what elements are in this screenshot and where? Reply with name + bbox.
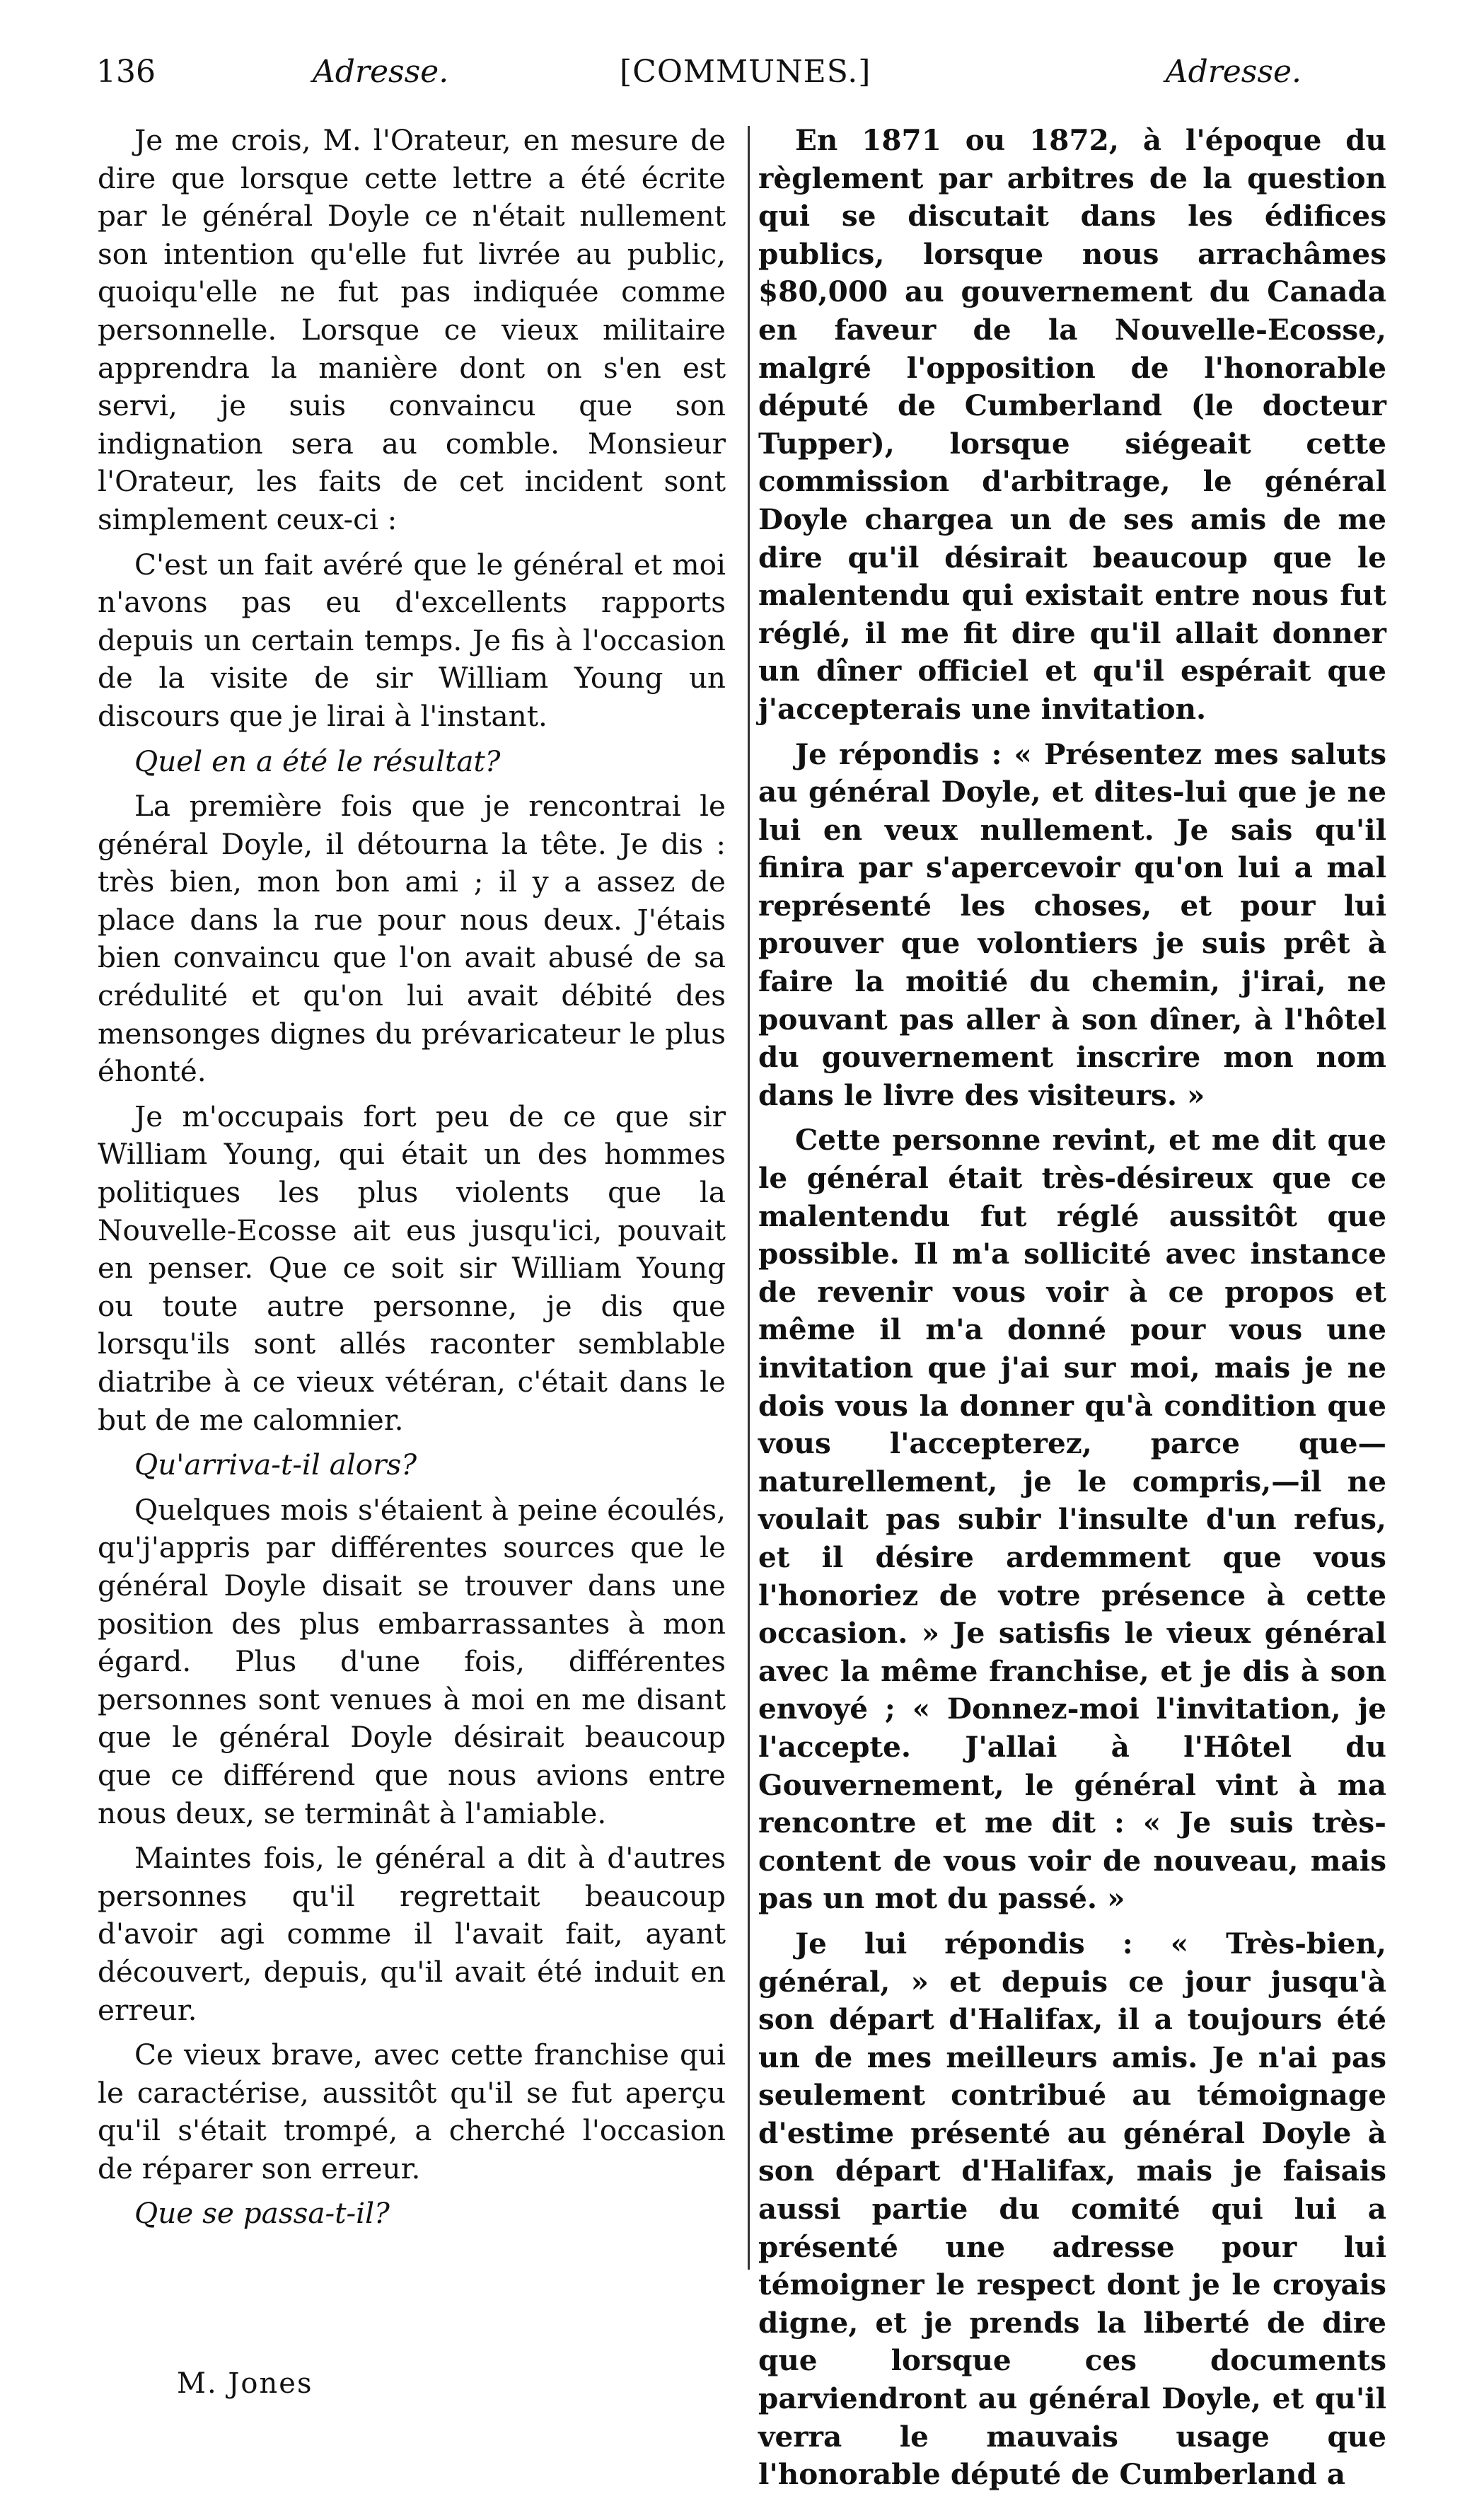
paragraph: Je lui répondis : « Très-bien, général, » et depuis ce jour jusqu'à son départ d'Halifax, il a toujours été un de mes meilleurs amis. Je n'ai pas seulement contribué au témoignage d'estime présenté au général Doyle à son départ d'Halifax, mais je faisais aussi partie du comité qui lui a présenté une adresse pour lui témoigner le respect dont je le croyais digne, et je prends la liberté de dire que lorsque ces documents parviendront au général Doyle, et qu'il verra le mauvais usage que l'honorable député de Cumberland a <box>758 1926 1386 2492</box>
paragraph: Maintes fois, le général a dit à d'autres personnes qu'il regrettait beaucoup d'avoir agi comme il l'avait fait, ayant découvert, depuis, qu'il avait été induit en erreur. <box>98 1841 726 2027</box>
paragraph: Je me crois, M. l'Orateur, en mesure de dire que lorsque cette lettre a été écrite par le général Doyle ce n'était nullement son intention qu'elle fut livrée au public, quoiqu'elle ne fut pas indiquée comme personnelle. Lorsque ce vieux militaire apprendra la manière dont on s'en est servi, je suis convaincu que son indignation sera au comble. Monsieur l'Orateur, les faits de cet incident sont simplement ceux-ci : <box>98 123 726 536</box>
right-column <box>758 122 1386 2501</box>
paragraph: Quelques mois s'étaient à peine écoulés, qu'j'appris par différentes sources que le général Doyle disait se trouver dans une position des plus embarrassantes à mon égard. Plus d'une fois, différentes personnes sont venues à moi en me disant que le général Doyle désirait beaucoup que ce différend que nous avions entre nous deux, se terminât à l'amiable. <box>98 1492 726 1830</box>
question: Que se passa-t-il? <box>134 2196 390 2231</box>
paragraph: Cette personne revint, et me dit que le général était très-désireux que ce malentendu fut réglé aussitôt que possible. Il m'a sollicité avec instance de revenir vous voir à ce propos et même il m'a donné pour vous une invitation que j'ai sur moi, mais je ne dois vous la donner qu'à condition que vous l'accepterez, parce que—naturellement, je le compris,—il ne voulait pas subir l'insulte d'un refus, et il désire ardemment que vous l'honoriez de votre présence à cette occasion. » Je satisfis le vieux général avec la même franchise, et je dis à son envoyé ; « Donnez-moi l'invitation, je l'accepte. J'allai à l'Hôtel du Gouvernement, le général vint à ma rencontre et me dit : « Je suis très-content de vous voir de nouveau, mais pas un mot du passé. » <box>758 1123 1386 1916</box>
paragraph: Je répondis : « Présentez mes saluts au général Doyle, et dites-lui que je ne lui en veux nullement. Je sais qu'il finira par s'apercevoir qu'on lui a mal représenté les choses, et pour lui prouver que volontiers je suis prêt à faire la moitié du chemin, j'irai, ne pouvant pas aller à son dîner, à l'hôtel du gouvernement inscrire mon nom dans le livre des visiteurs. » <box>758 737 1386 1112</box>
running-title-center: [COMMUNES.] <box>620 54 871 90</box>
left-column <box>98 122 726 2233</box>
column-divider <box>748 126 750 2270</box>
running-title-left: Adresse. <box>313 54 449 90</box>
running-title-right: Adresse. <box>1165 54 1302 90</box>
speaker-name: M. Jones <box>177 2367 313 2400</box>
paragraph: C'est un fait avéré que le général et moi n'avons pas eu d'excellents rapports depuis un certain temps. Je fis à l'occasion de la visite de sir William Young un discours que je lirai à l'instant. <box>98 547 726 733</box>
paragraph: Ce vieux brave, avec cette franchise qui le caractérise, aussitôt qu'il se fut aperçu qu'il s'était trompé, a cherché l'occasion de réparer son erreur. <box>98 2038 726 2185</box>
question: Quel en a été le résultat? <box>134 744 501 778</box>
paragraph: En 1871 ou 1872, à l'époque du règlement par arbitres de la question qui se discutait dans les édifices publics, lorsque nous arrachâmes $80,000 au gouvernement du Canada en faveur de la Nouvelle-Ecosse, malgré l'opposition de l'honorable député de Cumberland (le docteur Tupper), lorsque siégeait cette commission d'arbitrage, le général Doyle chargea un de ses amis de me dire qu'il désirait beaucoup que le malentendu qui existait entre nous fut réglé, il me fit dire qu'il allait donner un dîner officiel et qu'il espérait que j'accepterais une invitation. <box>758 123 1386 726</box>
page-number: 136 <box>96 54 156 90</box>
running-header <box>96 51 1420 93</box>
paragraph: La première fois que je rencontrai le général Doyle, il détourna la tête. Je dis : très bien, mon bon ami ; il y a assez de place dans la rue pour nous deux. J'étais bien convaincu que l'on avait abusé de sa crédulité et qu'on lui avait débité des mensonges dignes du prévaricateur le plus éhonté. <box>98 789 726 1089</box>
question: Qu'arriva-t-il alors? <box>134 1448 417 1482</box>
paragraph: Je m'occupais fort peu de ce que sir William Young, qui était un des hommes politiques les plus violents que la Nouvelle-Ecosse ait eus jusqu'ici, pouvait en penser. Que ce soit sir William Young ou toute autre personne, je dis que lorsqu'ils sont allés raconter semblable diatribe à ce vieux vétéran, c'était dans le but de me calomnier. <box>98 1099 726 1437</box>
